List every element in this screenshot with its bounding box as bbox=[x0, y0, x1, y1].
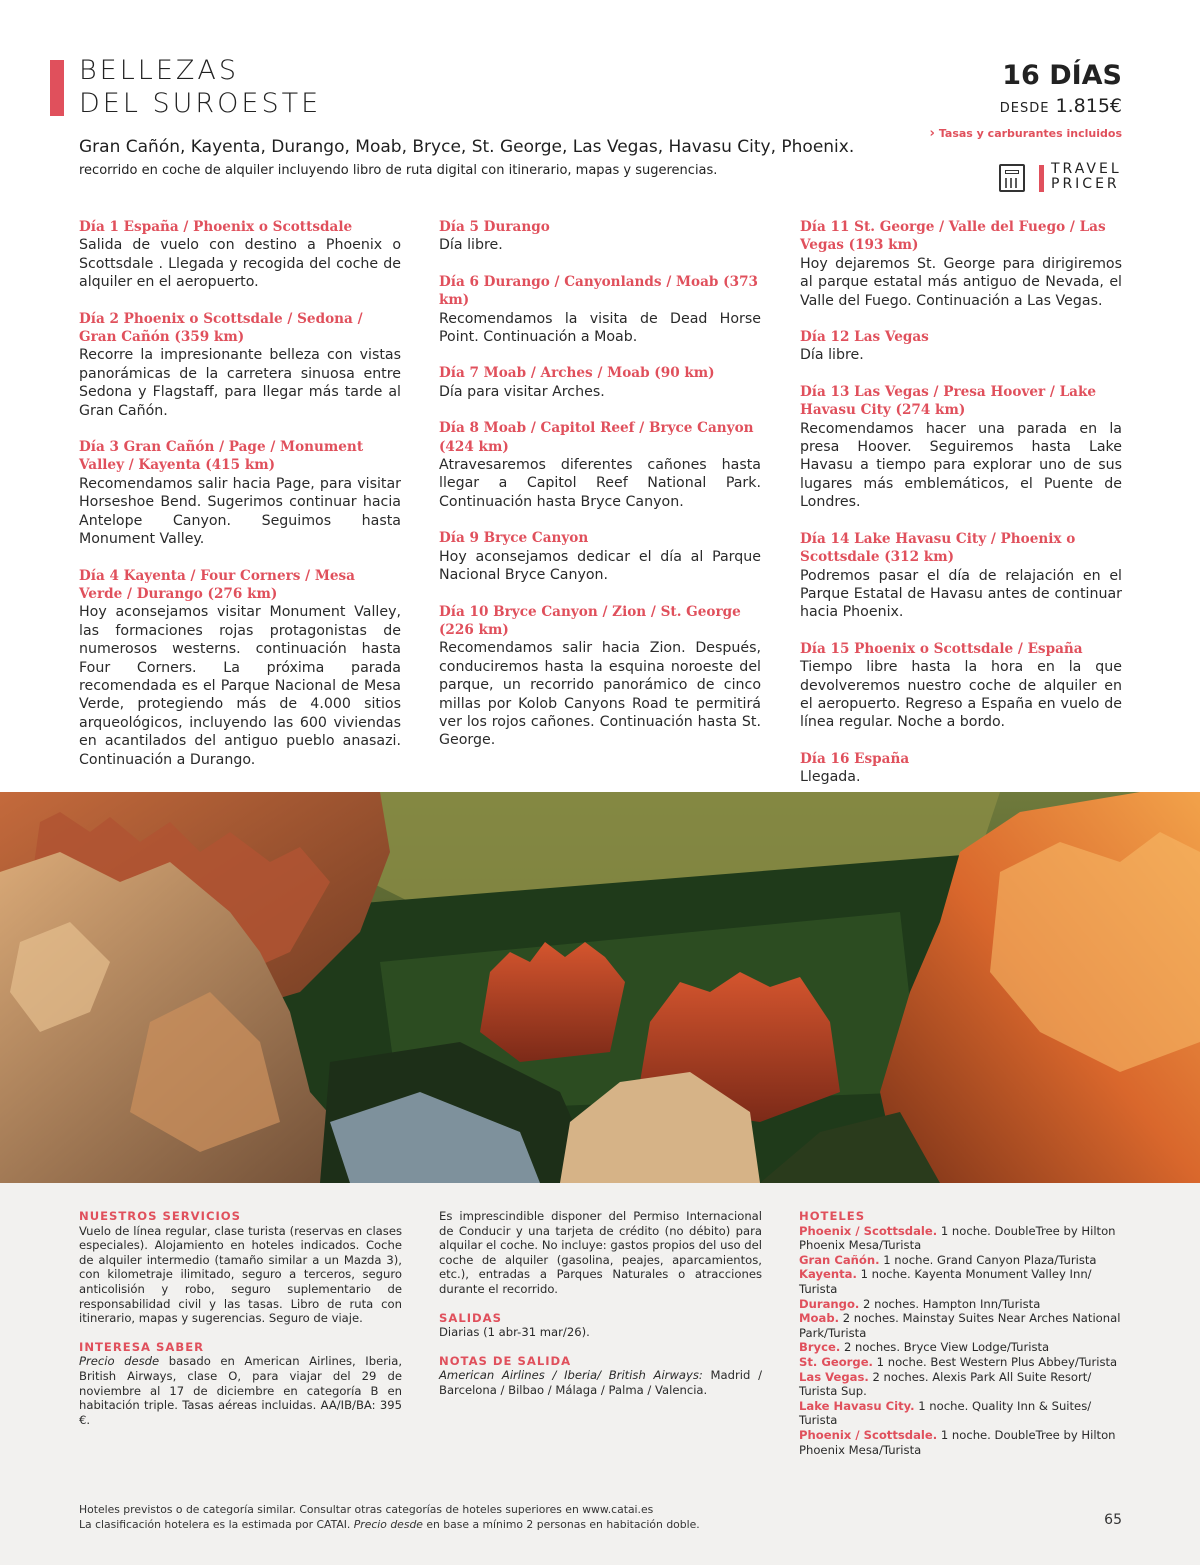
hotel-item: Kayenta. 1 noche. Kayenta Monument Valley Inn/ Turista bbox=[799, 1267, 1092, 1296]
hotel-item: Moab. 2 noches. Mainstay Suites Near Arches National Park/Turista bbox=[799, 1311, 1121, 1340]
itinerary-day: Día 9 Bryce Canyon Hoy aconsejamos dedicar el día al Parque Nacional Bryce Canyon. bbox=[439, 530, 761, 584]
itinerary-column-1 bbox=[79, 218, 401, 787]
price-value: 1.815€ bbox=[1055, 95, 1122, 117]
salidas-heading: SALIDAS bbox=[439, 1310, 502, 1325]
hotels-heading: HOTELES bbox=[799, 1209, 866, 1223]
footer-line-2: La clasificación hotelera es la estimada por CATAI. Precio desde en base a mínimo 2 personas en habitación doble. bbox=[79, 1518, 700, 1531]
itinerary-column-2 bbox=[439, 218, 761, 768]
taxes-note-text: Tasas y carburantes incluidos bbox=[938, 127, 1122, 140]
itinerary-day: Día 7 Moab / Arches / Moab (90 km) Día para visitar Arches. bbox=[439, 365, 715, 400]
hotel-item: Phoenix / Scottsdale. 1 noche. DoubleTree by Hilton Phoenix Mesa/Turista bbox=[799, 1427, 1116, 1457]
info-panel bbox=[0, 1183, 1200, 1565]
services-text: Vuelo de línea regular, clase turista (reservas en clases especiales). Alojamiento en hoteles indicados. Coche de alquiler intermedio (tamaño similar a un Mazda 3), con kilometraje ilimitado, seguro a terceros, seguro anticolisión y robo, seguro suplementario de responsabilidad civil y las tasas. Libro de ruta con itinerario, mapas y sugerencias. Seguro de viaje. bbox=[79, 1223, 402, 1326]
hotels-column bbox=[799, 1209, 1122, 1457]
canyon-landscape-photo bbox=[0, 792, 1200, 1183]
trip-days: 16 DÍAS bbox=[1002, 60, 1122, 91]
itinerary-day: Día 16 España Llegada. bbox=[800, 750, 910, 786]
itinerary-day: Día 10 Bryce Canyon / Zion / St. George (226 km) Recomendamos salir hacia Zion. Después, conduciremos hasta la esquina noroeste del parque, un recorrido panorámico de cinco millas por Kolob Canyons Road te permitirá ver los rojos cañones. Continuación hasta St. George. bbox=[439, 603, 761, 749]
itinerary-day: Día 12 Las Vegas Día libre. bbox=[800, 329, 929, 364]
title-accent-bar bbox=[50, 60, 64, 116]
brand-accent-bar bbox=[1039, 165, 1044, 192]
price-prefix: DESDE bbox=[999, 101, 1050, 116]
itinerary-day: Día 14 Lake Havasu City / Phoenix o Scottsdale (312 km) Podremos pasar el día de relajación en el Parque Estatal de Havasu antes de continuar hacia Phoenix. bbox=[800, 530, 1122, 621]
hotel-item: Las Vegas. 2 noches. Alexis Park All Suite Resort/ Turista Sup. bbox=[799, 1369, 1092, 1399]
hotel-item: Durango. 2 noches. Hampton Inn/Turista bbox=[799, 1296, 1041, 1311]
brand-line-2: PRICER bbox=[1051, 176, 1120, 192]
route-description: recorrido en coche de alquiler incluyendo libro de ruta digital con itinerario, mapas y sugerencias. bbox=[79, 163, 718, 178]
interesa-heading: INTERESA SABER bbox=[79, 1339, 205, 1354]
footer-line-1: Hoteles previstos o de categoría similar. Consultar otras categorías de hoteles superiores en www.catai.es bbox=[79, 1503, 654, 1516]
page-title bbox=[79, 54, 321, 120]
itinerary-day: Día 2 Phoenix o Scottsdale / Sedona / Gran Cañón (359 km) Recorre la impresionante belleza con vistas panorámicas de la carretera sinuosa entre Sedona y Flagstaff, para llegar más tarde al Gran Cañón. bbox=[79, 310, 401, 419]
trip-price bbox=[1000, 95, 1122, 117]
info-column-2 bbox=[439, 1209, 762, 1398]
footer-note bbox=[79, 1502, 700, 1532]
calculator-icon bbox=[999, 164, 1025, 192]
page-number: 65 bbox=[1104, 1512, 1122, 1528]
notas-heading: NOTAS DE SALIDA bbox=[439, 1353, 572, 1368]
brand-line-1: TRAVEL bbox=[1051, 161, 1122, 177]
services-heading: NUESTROS SERVICIOS bbox=[79, 1209, 241, 1223]
itinerary-day: Día 15 Phoenix o Scottsdale / España Tiempo libre hasta la hora en la que devolveremos nuestro coche de alquiler en el aeropuerto. Regreso a España en vuelo de línea regular. Noche a bordo. bbox=[800, 640, 1122, 731]
hotel-item: Bryce. 2 noches. Bryce View Lodge/Turista bbox=[799, 1340, 1050, 1355]
permiso-text: Es imprescindible disponer del Permiso Internacional de Conducir y una tarjeta de crédito (no débito) para alquilar el coche. No incluye: gastos propios del uso del coche de alquiler (gasolina, peajes, aparcamientos, etc.), entradas a Parques Naturales o atracciones durante el recorrido. bbox=[439, 1209, 762, 1296]
taxes-note bbox=[929, 126, 1122, 141]
title-line-2: DEL SUROESTE bbox=[79, 88, 322, 119]
interesa-text: Precio desde basado en American Airlines, Iberia, British Airways, clase O, para viajar del 29 de noviembre al 17 de diciembre en categoría B en habitación triple. Tasas aéreas incluidas. AA/IB/BA: 395 €. bbox=[79, 1354, 402, 1427]
title-line-1: BELLEZAS bbox=[79, 55, 239, 86]
itinerary-column-3 bbox=[800, 218, 1122, 805]
itinerary-day: Día 4 Kayenta / Four Corners / Mesa Verde / Durango (276 km) Hoy aconsejamos visitar Monument Valley, las formaciones rojas protagonistas de numerosos westerns. continuación hasta Four Corners. La próxima parada recomendada es el Parque Nacional de Mesa Verde, protegiendo más de 4.000 sitios arqueológicos, incluyendo las 600 viviendas en acantilados del antiguo pueblo anasazi. Continuación a Durango. bbox=[79, 567, 401, 768]
itinerary-day: Día 6 Durango / Canyonlands / Moab (373 km) Recomendamos la visita de Dead Horse Point. Continuación a Moab. bbox=[439, 273, 761, 346]
itinerary-day: Día 11 St. George / Valle del Fuego / Las Vegas (193 km) Hoy dejaremos St. George para dirigiremos al parque estatal más antiguo de Nevada, el Valle del Fuego. Continuación a Las Vegas. bbox=[800, 219, 1122, 309]
hotel-item: Gran Cañón. 1 noche. Grand Canyon Plaza/Turista bbox=[799, 1252, 1097, 1267]
itinerary-day: Día 13 Las Vegas / Presa Hoover / Lake Havasu City (274 km) Recomendamos hacer una parada en la presa Hoover. Seguiremos hasta Lake Havasu a tiempo para explorar uno de sus lugares más emblemáticos, el Puente de Londres. bbox=[800, 383, 1122, 511]
itinerary-day: Día 5 Durango Día libre. bbox=[439, 219, 550, 254]
chevron-right-icon: › bbox=[929, 126, 935, 141]
salidas-text: Diarias (1 abr-31 mar/26). bbox=[439, 1325, 590, 1340]
route-subtitle: Gran Cañón, Kayenta, Durango, Moab, Bryce, St. George, Las Vegas, Havasu City, Phoenix. bbox=[79, 137, 855, 157]
travel-pricer-logo bbox=[1051, 162, 1122, 192]
itinerary-day: Día 3 Gran Cañón / Page / Monument Valley / Kayenta (415 km) Recomendamos salir hacia Page, para visitar Horseshoe Bend. Sugerimos continuar hacia Antelope Canyon. Seguimos hasta Monument Valley. bbox=[79, 439, 401, 548]
notas-text: American Airlines / Iberia/ British Airways: Madrid / Barcelona / Bilbao / Málaga / Palma / Valencia. bbox=[439, 1368, 762, 1397]
hotel-item: Phoenix / Scottsdale. 1 noche. DoubleTree by Hilton Phoenix Mesa/Turista bbox=[799, 1223, 1116, 1253]
hotel-item: St. George. 1 noche. Best Western Plus Abbey/Turista bbox=[799, 1354, 1118, 1369]
info-column-1 bbox=[79, 1209, 402, 1427]
itinerary-day: Día 8 Moab / Capitol Reef / Bryce Canyon (424 km) Atravesaremos diferentes cañones hasta llegar a Capitol Reef National Park. Continuación hasta Bryce Canyon. bbox=[439, 420, 761, 510]
hotel-item: Lake Havasu City. 1 noche. Quality Inn & Suites/ Turista bbox=[799, 1398, 1092, 1428]
itinerary-day: Día 1 España / Phoenix o Scottsdale Salida de vuelo con destino a Phoenix o Scottsdale . Llegada y recogida del coche de alquiler en el aeropuerto. bbox=[79, 219, 401, 291]
